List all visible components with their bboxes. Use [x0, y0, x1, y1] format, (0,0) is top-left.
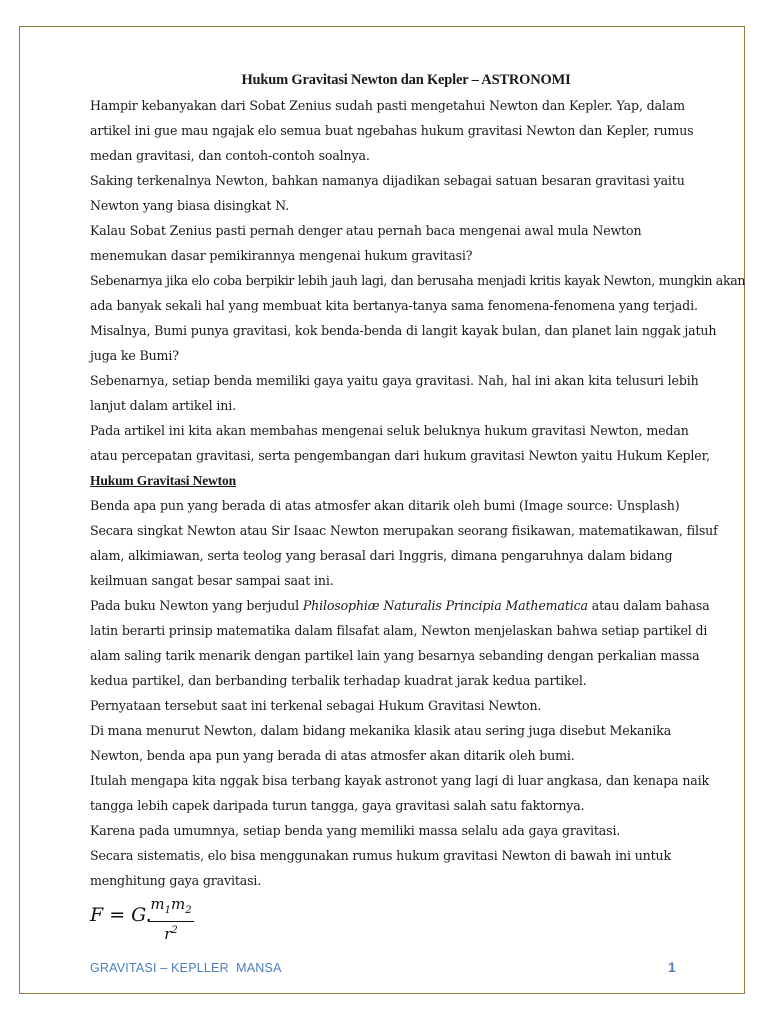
paragraph-line: Sebenarnya, setiap benda memiliki gaya yaitu gaya gravitasi. Nah, hal ini akan kita telusuri lebih — [90, 373, 699, 388]
document-title: Hukum Gravitasi Newton dan Kepler – ASTRONOMI — [241, 72, 571, 88]
paragraph-line: Sebenarnya jika elo coba berpikir lebih jauh lagi, dan berusaha menjadi kritis kayak Newton, mungkin akan — [90, 273, 746, 288]
paragraph-line: Pada artikel ini kita akan membahas mengenai seluk beluknya hukum gravitasi Newton, medan — [90, 423, 689, 438]
mass-symbol: m — [171, 895, 186, 913]
formula-numerator — [148, 895, 194, 922]
formula-fraction — [148, 895, 194, 943]
document-body — [90, 68, 746, 943]
distance-exponent: 2 — [171, 925, 178, 936]
paragraph-line: menemukan dasar pemikirannya mengenai hukum gravitasi? — [90, 248, 473, 263]
paragraph-line-book — [90, 593, 730, 618]
paragraph-line: keilmuan sangat besar sampai saat ini. — [90, 573, 334, 588]
paragraph-line: ada banyak sekali hal yang membuat kita bertanya-tanya sama fenomena-fenomena yang terjadi. — [90, 298, 698, 313]
formula-denominator — [148, 922, 194, 943]
paragraph-line: Kalau Sobat Zenius pasti pernah denger atau pernah baca mengenai awal mula Newton — [90, 223, 642, 238]
paragraph-line: Hampir kebanyakan dari Sobat Zenius sudah pasti mengetahui Newton dan Kepler. Yap, dalam — [90, 98, 685, 113]
paragraph-line: artikel ini gue mau ngajak elo semua buat ngebahas hukum gravitasi Newton dan Kepler, rumus — [90, 123, 694, 138]
mass-subscript-2: 2 — [185, 905, 192, 916]
paragraph-line: Karena pada umumnya, setiap benda yang memiliki massa selalu ada gaya gravitasi. — [90, 823, 621, 838]
paragraph-line: latin berarti prinsip matematika dalam filsafat alam, Newton menjelaskan bahwa setiap partikel di — [90, 623, 708, 638]
page-number: 1 — [668, 959, 676, 975]
distance-symbol: r — [164, 925, 172, 943]
paragraph-line: Newton yang biasa disingkat N. — [90, 198, 290, 213]
paragraph-line: alam saling tarik menarik dengan partikel lain yang besarnya sebanding dengan perkalian massa — [90, 648, 700, 663]
paragraph-line: menghitung gaya gravitasi. — [90, 873, 262, 888]
footer-text: GRAVITASI – KEPLLER MANSA — [90, 961, 282, 975]
paragraph-line: Itulah mengapa kita nggak bisa terbang kayak astronot yang lagi di luar angkasa, dan kenapa naik — [90, 773, 710, 788]
book-line-before: Pada buku Newton yang berjudul — [90, 598, 303, 613]
paragraph-line: tangga lebih capek daripada turun tangga, gaya gravitasi salah satu faktornya. — [90, 798, 585, 813]
gravity-formula — [90, 895, 730, 943]
paragraph-line: medan gravitasi, dan contoh-contoh soalnya. — [90, 148, 370, 163]
paragraph-line: Newton, benda apa pun yang berada di atas atmosfer akan ditarik oleh bumi. — [90, 748, 575, 763]
paragraph-line: juga ke Bumi? — [90, 348, 179, 363]
paragraph-line: Saking terkenalnya Newton, bahkan namanya dijadikan sebagai satuan besaran gravitasi yaitu — [90, 173, 685, 188]
paragraph-line: lanjut dalam artikel ini. — [90, 398, 236, 413]
paragraph-line: Di mana menurut Newton, dalam bidang mekanika klasik atau sering juga disebut Mekanika — [90, 723, 672, 738]
paragraph-line: Benda apa pun yang berada di atas atmosfer akan ditarik oleh bumi (Image source: Unsplash) — [90, 498, 680, 513]
paragraph-line: atau percepatan gravitasi, serta pengembangan dari hukum gravitasi Newton yaitu Hukum Kepler, — [90, 448, 710, 463]
paragraph-line: Secara sistematis, elo bisa menggunakan rumus hukum gravitasi Newton di bawah ini untuk — [90, 848, 671, 863]
book-line-after: atau dalam bahasa — [587, 598, 710, 613]
paragraph-line: alam, alkimiawan, serta teolog yang berasal dari Inggris, dimana pengaruhnya dalam bidang — [90, 548, 673, 563]
paragraph-line: kedua partikel, dan berbanding terbalik terhadap kuadrat jarak kedua partikel. — [90, 673, 587, 688]
paragraph-line: Pernyataan tersebut saat ini terkenal sebagai Hukum Gravitasi Newton. — [90, 698, 542, 713]
book-title: Philosophiæ Naturalis Principia Mathematica — [302, 598, 588, 613]
mass-subscript-1: 1 — [164, 905, 171, 916]
section-heading: Hukum Gravitasi Newton — [90, 473, 236, 488]
paragraph-line: Secara singkat Newton atau Sir Isaac Newton merupakan seorang fisikawan, matematikawan, filsuf — [90, 523, 718, 538]
paragraph-line: Misalnya, Bumi punya gravitasi, kok benda-benda di langit kayak bulan, dan planet lain nggak jatuh — [90, 323, 717, 338]
mass-symbol: m — [150, 895, 165, 913]
formula-lhs: F = G. — [90, 904, 152, 926]
